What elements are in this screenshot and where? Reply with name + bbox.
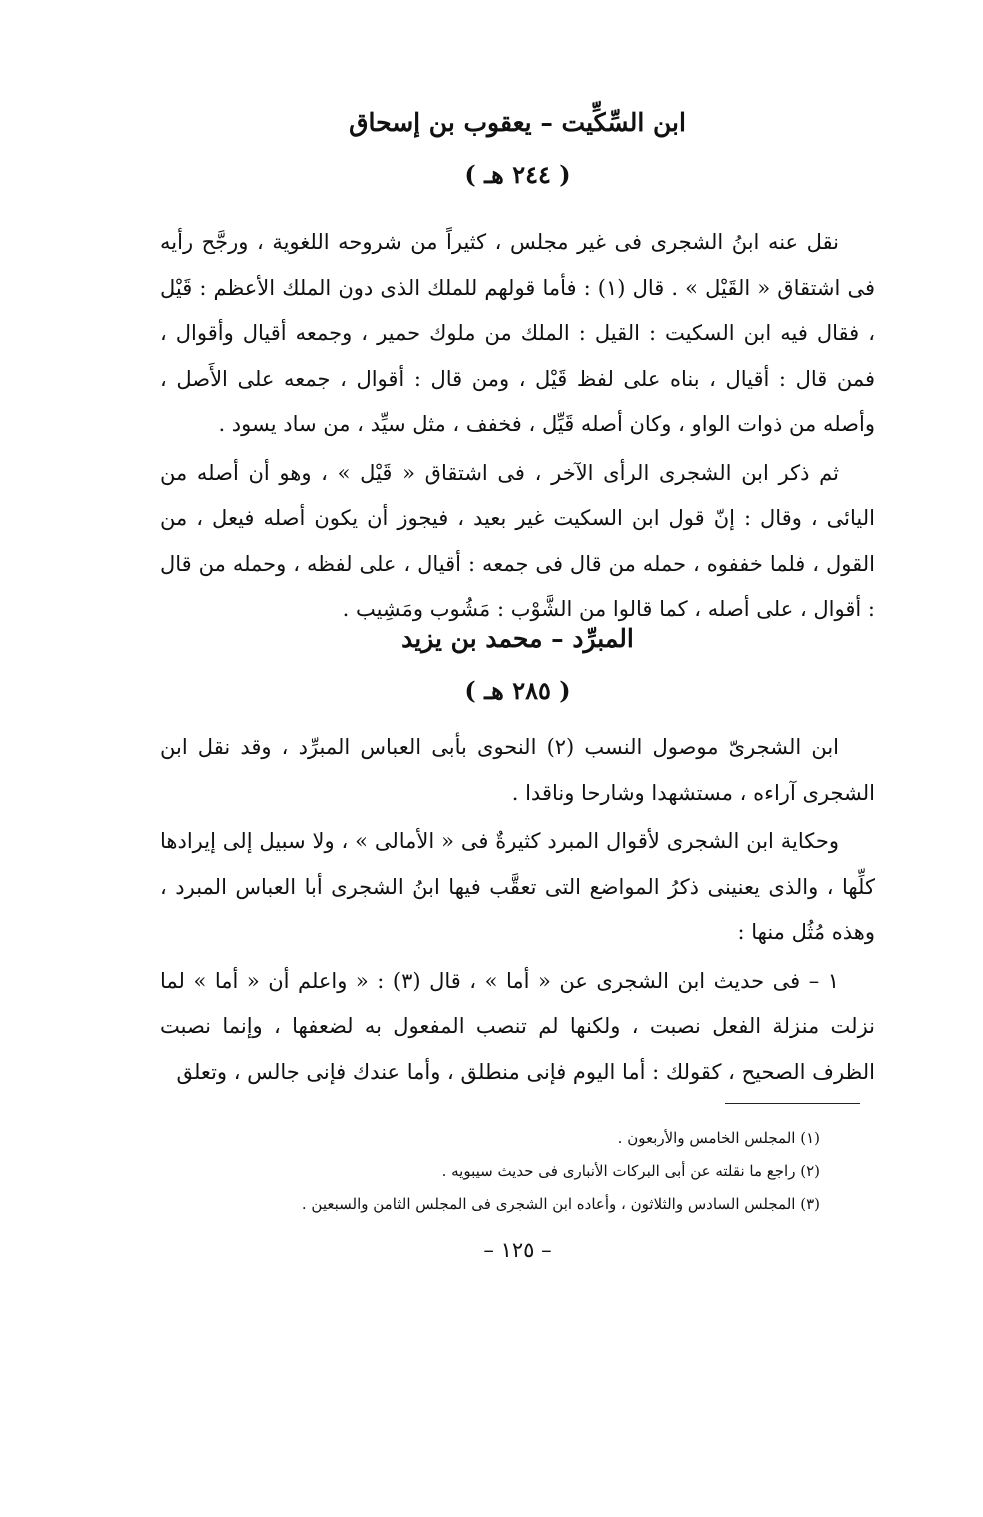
footnote: (٢) راجع ما نقلته عن أبى البركات الأنبارى فى حديث سيبويه . [441,1162,820,1180]
paragraph: ثم ذكر ابن الشجرى الرأى الآخر ، فى اشتقاق « قَيْل » ، وهو أن أصله من اليائى ، وقال : إنّ قول ابن السكيت غير بعيد ، فيجوز أن يكون أصله فيعل ، من القول ، فلما خففوه ، حمله من قال فى جمعه : أقيال ، على لفظه ، وحمله من قال : أقوال ، على أصله ، كما قالوا من الشَّوْب : مَشُوب ومَشِيب . [160,460,875,621]
section-year-ibn-al-sikkit: ( ٢٤٤ هـ ) [464,160,571,189]
page-number: – ١٢٥ – [483,1238,552,1262]
footnote: (٣) المجلس السادس والثلاثون ، وأعاده ابن الشجرى فى المجلس الثامن والسبعين . [301,1195,820,1213]
footnote-divider [725,1103,860,1104]
footnote: (١) المجلس الخامس والأربعون . [617,1129,820,1147]
section-body-al-mubarrad [160,725,875,1095]
paragraph: نقل عنه ابنُ الشجرى فى غير مجلس ، كثيراً من شروحه اللغوية ، ورجَّح رأيه فى اشتقاق « القَيْل » . قال (١) : فأما قولهم للملك الذى دون الملك الأعظم : قَيْل ، فقال فيه ابن السكيت : القيل : الملك من ملوك حمير ، وجمعه أقيال وأقوال ، فمن قال : أقيال ، بناه على لفظ قَيْل ، ومن قال : أقوال ، جمعه على الأَصل ، وأصله من ذوات الواو ، وكان أصله قَيِّل ، فخفف ، مثل سيِّد ، من ساد يسود . [160,230,876,436]
section-title-ibn-al-sikkit: ابن السِّكِّيت – يعقوب بن إسحاق [349,108,686,137]
paragraph: وحكاية ابن الشجرى لأقوال المبرد كثيرةٌ فى « الأمالى » ، ولا سبيل إلى إيرادها كلِّها ، والذى يعنينى ذكرُ المواضع التى تعقَّب فيها ابنُ الشجرى أبا العباس المبرد ، وهذه مُثُل منها : [160,829,875,944]
section-body-ibn-al-sikkit [160,220,875,633]
section-title-al-mubarrad: المبرِّد – محمد بن يزيد [401,624,634,653]
paragraph: ابن الشجرىّ موصول النسب (٢) النحوى بأبى العباس المبرِّد ، وقد نقل ابن الشجرى آراءه ، مستشهدا وشارحا وناقدا . [160,735,875,805]
footnotes [160,1122,820,1221]
paragraph: ١ – فى حديث ابن الشجرى عن « أما » ، قال (٣) : « واعلم أن « أما » لما نزلت منزلة الفعل نصبت ، ولكنها لم تنصب المفعول به لضعفها ، وإنما نصبت الظرف الصحيح ، كقولك : أما اليوم فإنى منطلق ، وأما عندك فإنى جالس ، وتعلق [160,968,876,1084]
section-year-al-mubarrad: ( ٢٨٥ هـ ) [464,676,571,705]
